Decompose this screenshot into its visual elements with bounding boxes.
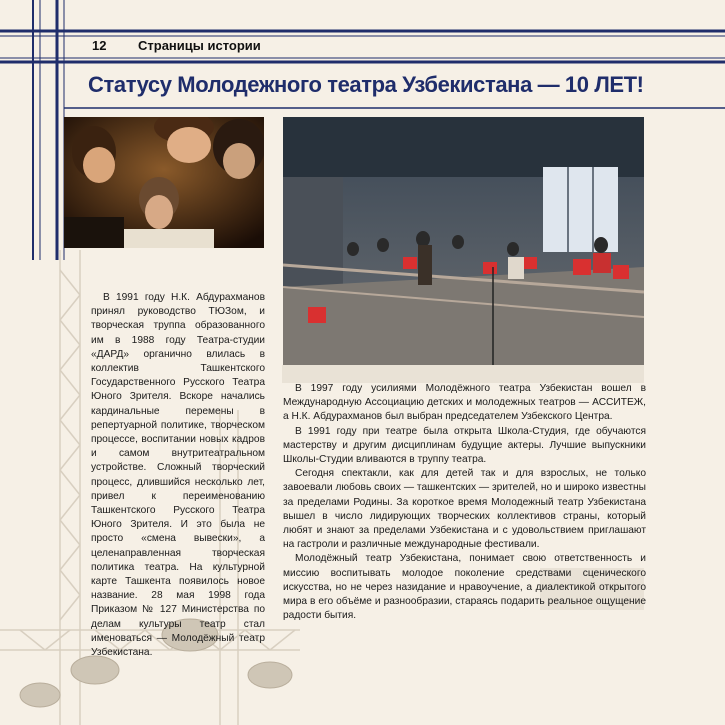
paragraph: В 1997 году усилиями Молодёжного театра Узбекистан вошел в Международную Ассоциацию детских и молодежных театров — АССИТЕЖ, а Н.К. Абдурахманов был выбран председателем Узбекского Центра. <box>283 383 646 423</box>
paragraph: В 1991 году Н.К. Абдурахманов принял руководство ТЮЗом, и творческая труппа образованного им в 1988 году Театра-студии «ДАРД» органично влилась в коллектив Ташкентского Государственного Русского Театра Юного Зрителя. Вскоре начались кардинальные перемены в репертуарной политике, творческом процессе, воспитании новых кадров и самом внутритеатральном устройстве. Сложный творческий процесс, длившийся несколько лет, привел к переименованию Ташкентского Русского Театра Юного Зрителя. И это была не просто «смена вывески», а целенаправленная творческая политика театра. На культурной карте Ташкента появилось новое название. 28 мая 1998 года Приказом № 127 Министерства по делам культуры театр стал именоваться — Молодёжный театр Узбекистана. <box>91 292 265 659</box>
page-headline: Статусу Молодежного театра Узбекистана — 10 ЛЕТ! <box>88 72 644 97</box>
paragraph: Сегодня спектакли, как для детей так и для взрослых, не только завоевали любовь своих — ташкентских — зрителей, но и широко известны за пределами Родины. За короткое время Молодежный театр Узбекистана вышел в число лидирующих творческих коллективов страны, который любят и знают за пределами Узбекистана и с удовольствием приглашают на гастроли и различные международные фестивали. <box>283 468 646 551</box>
paragraph: В 1991 году при театре была открыта Школа-Студия, где обучаются мастерству и другим дисциплинам будущие актеры. Лучшие выпускники Школы-Студии вливаются в труппу театра. <box>283 425 646 466</box>
people-reading-photo <box>64 117 264 248</box>
rehearsal-hall-photo <box>283 117 644 365</box>
right-article-column <box>283 382 646 623</box>
paragraph: Молодёжный театр Узбекистана, понимает свою ответственность и миссию воспитывать молодое поколение средствами сценического искусства, но не через назидание и нравоучение, а диалектикой открытого мира в его объёме и разнообразии, стараясь подарить реальное ощущение радости бытия. <box>283 553 646 622</box>
page-number: 12 <box>92 38 107 53</box>
left-article-column <box>91 291 265 660</box>
section-title: Страницы истории <box>138 38 261 53</box>
decorative-block <box>282 365 644 383</box>
